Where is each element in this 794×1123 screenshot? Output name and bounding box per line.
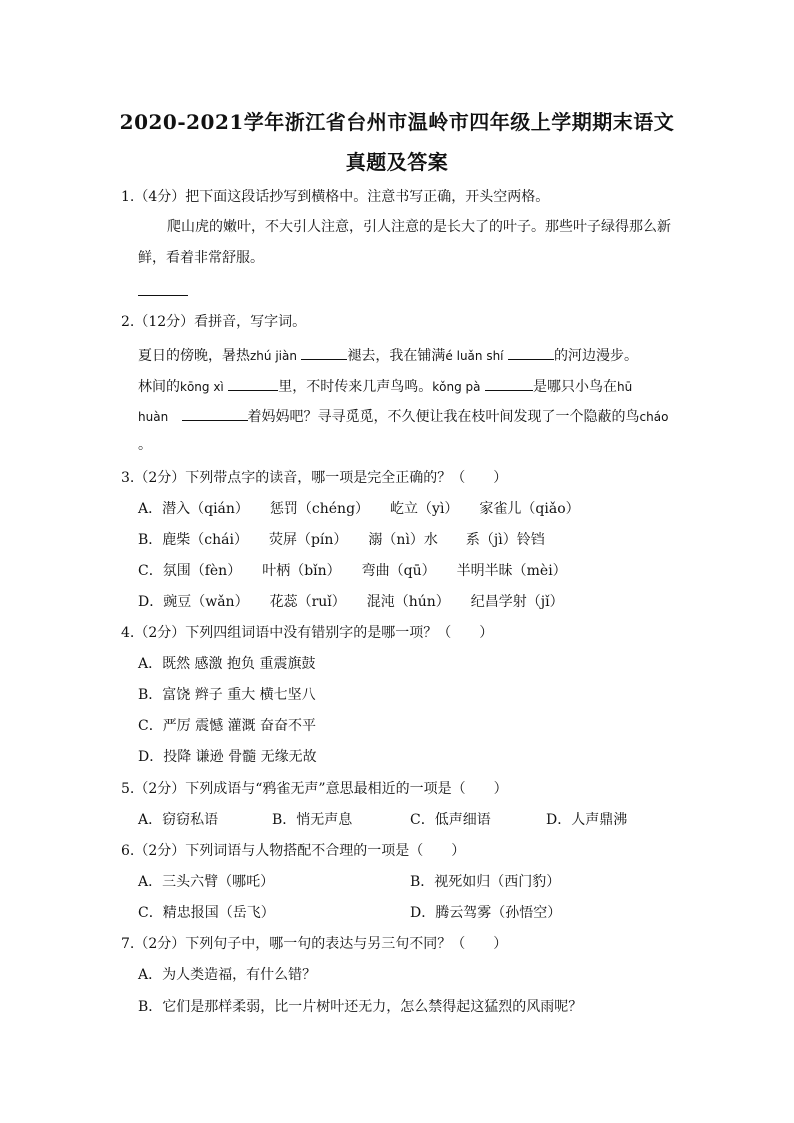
question-6-option-d[interactable]: D．腾云驾雾（孙悟空） — [410, 905, 562, 921]
pinyin: zhú jiàn — [250, 349, 297, 363]
question-1-stem: 1.（4分）把下面这段话抄写到横格中。注意书写正确，开头空两格。 — [121, 189, 550, 205]
question-6-stem: 6.（2分）下列词语与人物搭配不合理的一项是（ ） — [121, 843, 466, 859]
question-5-option-b[interactable]: B．悄无声息 — [272, 812, 353, 828]
pinyin: kǒng pà — [432, 380, 481, 394]
question-2-stem: 2.（12分）看拼音，写字词。 — [121, 314, 307, 330]
question-4-stem: 4.（2分）下列四组词语中没有错别字的是哪一项？（ ） — [121, 625, 494, 641]
pinyin: kōng xì — [180, 380, 224, 394]
question-4-option-a[interactable]: A．既然 感激 抱负 重震旗鼓 — [138, 656, 316, 672]
question-3-option-b[interactable]: B．鹿柴（chái） 荧屏（pín） 溺（nì）水 系（jì）铃铛 — [138, 532, 545, 548]
pinyin: é luǎn shí — [445, 349, 504, 363]
document-title-line1: 2020-2021学年浙江省台州市温岭市四年级上学期期末语文 — [119, 110, 675, 134]
question-3-option-c[interactable]: C．氛围（fèn） 叶柄（bǐn） 弯曲（qū） 半明半昧（mèi） — [138, 563, 567, 579]
pinyin: huàn — [138, 410, 169, 424]
question-7-option-a[interactable]: A．为人类造福，有什么错？ — [138, 967, 317, 983]
answer-blank[interactable] — [182, 406, 248, 421]
question-1-answer-blank[interactable] — [138, 295, 188, 296]
question-2-line4: 。 — [138, 437, 152, 453]
answer-blank[interactable] — [485, 376, 533, 391]
question-2-text: 林间的 — [138, 379, 180, 395]
question-2-line1 — [138, 345, 638, 365]
question-7-option-b[interactable]: B．它们是那样柔弱，比一片树叶还无力，怎么禁得起这猛烈的风雨呢？ — [138, 999, 583, 1015]
question-3-option-a[interactable]: A．潜入（qián） 惩罚（chéng） 屹立（yì） 家雀儿（qiǎo） — [138, 501, 580, 517]
question-2-text: 里，不时传来几声鸟鸣。 — [278, 379, 433, 395]
question-3-option-d[interactable]: D．豌豆（wǎn） 花蕊（ruǐ） 混沌（hún） 纪昌学射（jǐ） — [138, 594, 564, 610]
question-5-stem: 5.（2分）下列成语与“鸦雀无声”意思最相近的一项是（ ） — [121, 781, 508, 797]
question-6-option-b[interactable]: B．视死如归（西门豹） — [410, 874, 561, 890]
question-4-option-b[interactable]: B．富饶 辫子 重大 横七坚八 — [138, 687, 316, 703]
question-4-option-d[interactable]: D．投降 谦逊 骨髓 无缘无故 — [138, 749, 317, 765]
question-7-stem: 7.（2分）下列句子中，哪一句的表达与另三句不同？（ ） — [121, 936, 508, 952]
question-3-stem: 3.（2分）下列带点字的读音，哪一项是完全正确的？（ ） — [121, 470, 508, 486]
question-5-option-a[interactable]: A．窃窃私语 — [138, 812, 219, 828]
answer-blank[interactable] — [301, 345, 347, 360]
question-1-passage-line1: 爬山虎的嫩叶，不大引人注意，引人注意的是长大了的叶子。那些叶子绿得那么新 — [167, 219, 671, 235]
question-2-text: 的河边漫步。 — [553, 348, 638, 364]
answer-blank[interactable] — [508, 345, 554, 360]
question-2-text: 褪去，我在铺满 — [347, 348, 446, 364]
question-6-option-a[interactable]: A．三头六臂（哪吒） — [138, 874, 275, 890]
question-4-option-c[interactable]: C．严厉 震憾 灌溉 奋奋不平 — [138, 718, 317, 734]
question-5-option-d[interactable]: D．人声鼎沸 — [546, 812, 628, 828]
question-1-passage-line2: 鲜，看着非常舒服。 — [138, 250, 264, 266]
question-2-text: 夏日的傍晚，暑热 — [138, 348, 250, 364]
question-2-text: 着妈妈吧？寻寻觅觅，不久便让我在枝叶间发现了一个隐蔽的鸟 — [247, 409, 640, 425]
question-2-text: 是哪只小鸟在 — [532, 379, 617, 395]
question-2-line3 — [138, 406, 668, 426]
question-5-option-c[interactable]: C．低声细语 — [410, 812, 491, 828]
question-6-option-c[interactable]: C．精忠报国（岳飞） — [138, 905, 275, 921]
pinyin: cháo — [639, 410, 669, 424]
answer-blank[interactable] — [228, 376, 278, 391]
question-2-line2 — [138, 376, 632, 396]
document-title-line2: 真题及答案 — [345, 150, 449, 174]
pinyin: hū — [616, 380, 633, 394]
